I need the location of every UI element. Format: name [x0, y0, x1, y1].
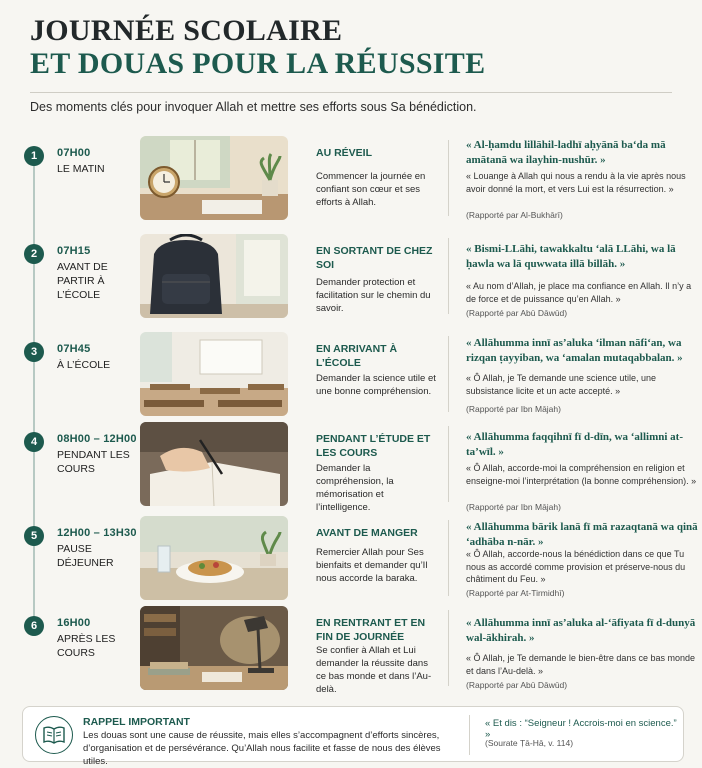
- step-time: 07H45: [57, 343, 91, 355]
- column-divider: [448, 520, 449, 596]
- moment-description: Demander la science utile et une bonne compréhension.: [316, 373, 436, 397]
- dua-transliteration: « Bismi-LLāhi, tawakkaltu ‘alā LLāhi, wa lā ḥawla wa lā quwwata illā billāh. »: [466, 243, 676, 270]
- dua-transliteration: « Allāhumma innī as’aluka al-‘āfiyata fī d-dunyā wal-ākhirah. »: [466, 617, 696, 644]
- reminder-text: Les douas sont une cause de réussite, mais elles s’accompagnent d’efforts sincères, d’organisation et de persévérance. Qu’Allah nous facilite et fasse de nous des élèves utiles.: [83, 730, 441, 767]
- reminder-box: [22, 706, 684, 767]
- reminder-title: RAPPEL IMPORTANT: [83, 716, 190, 728]
- page-title-line-2: ET DOUAS POUR LA RÉUSSITE: [30, 47, 486, 80]
- step-period: PENDANT LES COURS: [57, 449, 130, 475]
- moment-description: Commencer la journée en confiant son cœur et ses efforts à Allah.: [316, 171, 426, 208]
- dua-transliteration: « Al-ḥamdu lillāhil-ladhī aḥyānā ba‘da mā amātanā wa ilayhin-nushūr. »: [466, 139, 666, 166]
- step-period: AVANT DE PARTIR À L’ÉCOLE: [57, 261, 108, 301]
- writing-icon: [140, 422, 288, 506]
- column-divider: [448, 610, 449, 686]
- reminder-reference: (Sourate Ṭā-Hā, v. 114): [485, 738, 574, 748]
- reminder-divider: [469, 715, 470, 755]
- column-divider: [448, 426, 449, 502]
- column-divider: [448, 336, 449, 412]
- backpack-icon: [140, 234, 288, 318]
- clock-icon: [140, 136, 288, 220]
- timeline-line: [33, 156, 35, 626]
- step-time: 12H00 – 13H30: [57, 527, 137, 539]
- dua-source: (Rapporté par Ibn Mājah): [466, 502, 561, 512]
- column-divider: [448, 238, 449, 314]
- page-subtitle: Des moments clés pour invoquer Allah et mettre ses efforts sous Sa bénédiction.: [30, 100, 477, 114]
- step-period: À L’ÉCOLE: [57, 359, 111, 371]
- dua-source: (Rapporté par Abū Dāwūd): [466, 680, 568, 690]
- dua-source: (Rapporté par Abū Dāwūd): [466, 308, 568, 318]
- open-book-icon: [35, 716, 73, 754]
- moment-description: Se confier à Allah et Lui demander la réussite dans ce bas monde et dans l’Au-delà.: [316, 645, 432, 695]
- dua-source: (Rapporté par Al-Bukhārī): [466, 210, 563, 220]
- step-time: 16H00: [57, 617, 91, 629]
- page-title-line-1: JOURNÉE SCOLAIRE: [30, 14, 343, 47]
- header: [30, 14, 485, 80]
- title-divider: [30, 92, 672, 93]
- classroom-icon: [140, 332, 288, 416]
- dua-transliteration: « Allāhumma bārik lanā fī mā razaqtanā wa qinā ‘adhāba n-nār. »: [466, 521, 698, 548]
- dua-translation: « Ô Allah, accorde-moi la compréhension en religion et enseigne-moi l’interprétation (la bonne compréhension). »: [466, 463, 697, 486]
- dua-translation: « Louange à Allah qui nous a rendu à la vie après nous avoir donné la mort, et vers Lui est la résurrection. »: [466, 171, 686, 194]
- moment-title: AU RÉVEIL: [316, 147, 373, 159]
- step-time: 08H00 – 12H00: [57, 433, 137, 445]
- step-period: PAUSE DÉJEUNER: [57, 543, 114, 569]
- desk-lamp-icon: [140, 606, 288, 690]
- moment-title: EN ARRIVANT À L’ÉCOLE: [316, 343, 398, 369]
- reminder-quote: « Et dis : “Seigneur ! Accrois-moi en science.” »: [485, 718, 677, 740]
- dua-translation: « Ô Allah, je Te demande une science utile, une subsistance licite et un acte accepté. »: [466, 373, 656, 396]
- moment-title: PENDANT L’ÉTUDE ET LES COURS: [316, 433, 431, 459]
- step-number-badge: 3: [24, 342, 44, 362]
- column-divider: [448, 140, 449, 216]
- step-number-badge: 1: [24, 146, 44, 166]
- moment-description: Demander la compréhension, la mémorisation et l’intelligence.: [316, 463, 394, 513]
- dua-transliteration: « Allāhumma faqqihnī fī d-dīn, wa ‘allimni at-ta’wīl. »: [466, 431, 683, 458]
- moment-description: Demander protection et facilitation sur le chemin du savoir.: [316, 277, 431, 314]
- moment-title: EN RENTRANT ET EN FIN DE JOURNÉE: [316, 617, 426, 643]
- meal-icon: [140, 516, 288, 600]
- dua-source: (Rapporté par At-Tirmidhī): [466, 588, 565, 598]
- moment-title: EN SORTANT DE CHEZ SOI: [316, 245, 433, 271]
- dua-translation: « Ô Allah, accorde-nous la bénédiction dans ce que Tu nous as accordé comme provision et préserve-nous du châtiment du Feu. »: [466, 549, 686, 584]
- step-time: 07H00: [57, 147, 91, 159]
- moment-title: AVANT DE MANGER: [316, 527, 418, 539]
- step-number-badge: 4: [24, 432, 44, 452]
- step-number-badge: 2: [24, 244, 44, 264]
- dua-translation: « Ô Allah, je Te demande le bien-être dans ce bas monde et dans l’Au-delà. »: [466, 653, 695, 676]
- step-period: LE MATIN: [57, 163, 105, 175]
- dua-source: (Rapporté par Ibn Mājah): [466, 404, 561, 414]
- dua-transliteration: « Allāhumma innī as’aluka ‘ilman nāfi‘an, wa rizqan ṭayyiban, wa ‘amalan mutaqabbalan. »: [466, 337, 683, 364]
- step-number-badge: 5: [24, 526, 44, 546]
- step-number-badge: 6: [24, 616, 44, 636]
- dua-translation: « Au nom d’Allah, je place ma confiance en Allah. Il n’y a de force et de puissance qu’en Allah. »: [466, 281, 692, 304]
- step-time: 07H15: [57, 245, 91, 257]
- step-period: APRÈS LES COURS: [57, 633, 116, 659]
- moment-description: Remercier Allah pour Ses bienfaits et demander qu’Il nous accorde la baraka.: [316, 547, 428, 584]
